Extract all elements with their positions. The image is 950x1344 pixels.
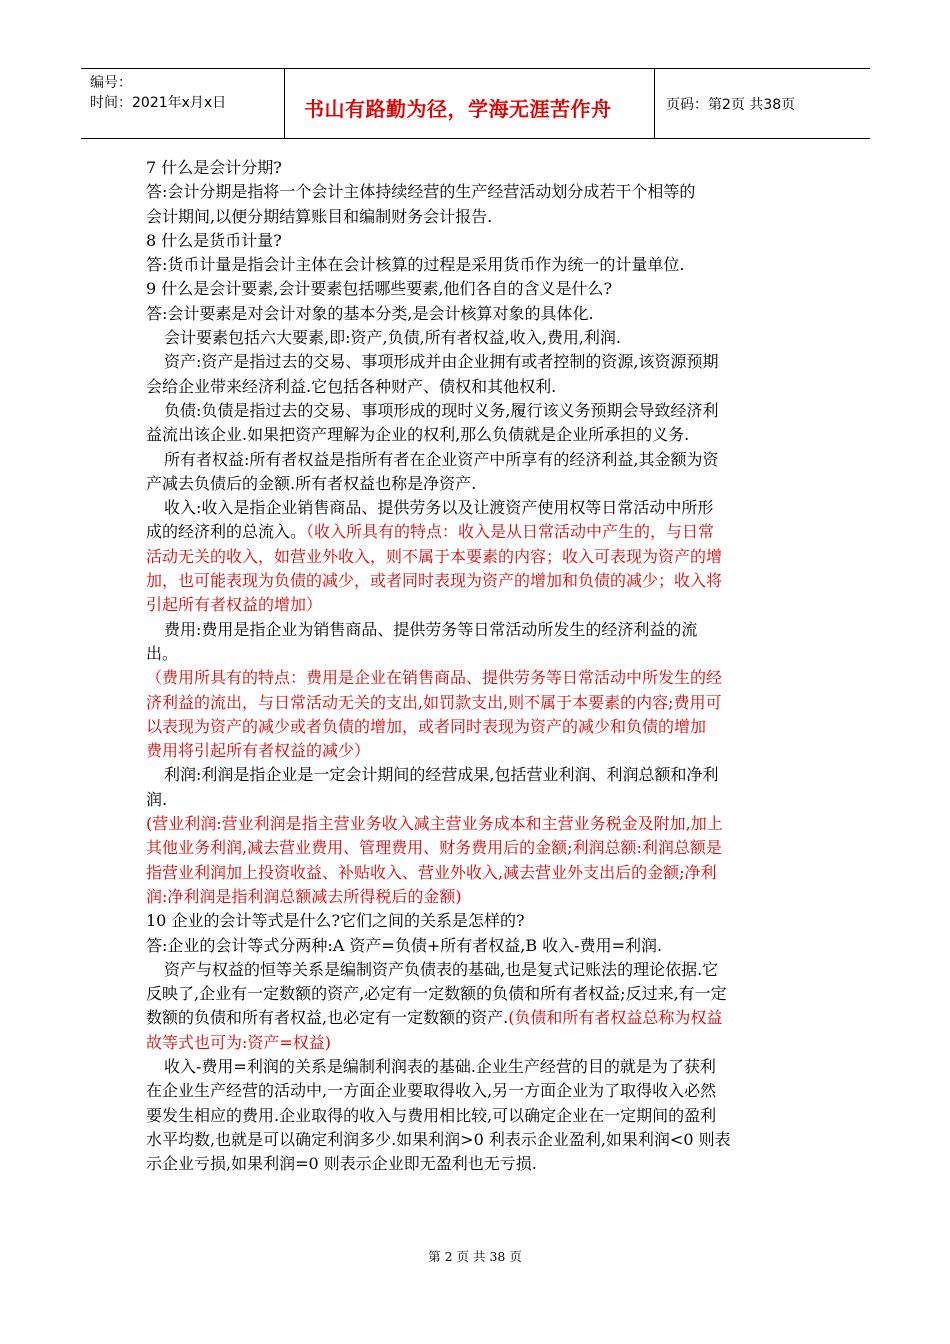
- text-line: [146, 1006, 846, 1030]
- text-line: [146, 763, 846, 787]
- text-line: [146, 205, 846, 229]
- line-text: 益流出该企业.如果把资产理解为企业的权利,那么负债就是企业所承担的义务.: [146, 425, 690, 445]
- text-line: [146, 1128, 846, 1152]
- text-line: [146, 399, 846, 423]
- text-line: [146, 472, 846, 496]
- text-line: [146, 448, 846, 472]
- header-motto-cell: [284, 69, 655, 138]
- highlight-note: 加，也可能表现为负债的减少，或者同时表现为资产的增加和负债的减少；收入将: [146, 571, 723, 591]
- highlight-note: （费用所具有的特点：费用是企业在销售商品、提供劳务等日常活动中所发生的经: [146, 668, 723, 688]
- line-text: 答:企业的会计等式分两种:A 资产=负债+所有者权益,B 收入-费用=利润.: [146, 935, 663, 955]
- text-line: [146, 1031, 846, 1055]
- highlight-note: 润:净利润是指利润总额减去所得税后的金额): [146, 886, 462, 906]
- text-line: [146, 326, 846, 350]
- line-text: 答:会计分期是指将一个会计主体持续经营的生产经营活动划分成若干个相等的: [146, 182, 696, 202]
- line-text: 负债:负债是指过去的交易、事项形成的现时义务,履行该义务预期会导致经济利: [164, 400, 719, 420]
- text-line: [146, 302, 846, 326]
- text-line: [146, 1104, 846, 1128]
- line-text: 收入:收入是指企业销售商品、提供劳务以及让渡资产使用权等日常活动中所形: [164, 498, 714, 518]
- line-text: 润.: [146, 789, 168, 809]
- line-text: 成的经济利的总流入。: [146, 522, 307, 542]
- text-line: [146, 691, 846, 715]
- highlight-note: 以表现为资产的减少或者负债的增加，或者同时表现为资产的减少和负债的增加: [146, 716, 707, 736]
- line-text: 10 企业的会计等式是什么?它们之间的关系是怎样的?: [146, 911, 525, 931]
- text-line: [146, 885, 846, 909]
- text-line: [146, 982, 846, 1006]
- time-label: 时间：2021年x月x日: [90, 95, 227, 111]
- text-line: [146, 1055, 846, 1079]
- motto: 书山有路勤为径，学海无涯苦作舟: [304, 97, 612, 121]
- number-label: 编号：: [90, 75, 132, 91]
- text-line: [146, 812, 846, 836]
- line-text: 所有者权益:所有者权益是指所有者在企业资产中所享有的经济利益,其金额为资: [164, 449, 719, 469]
- text-line: [146, 666, 846, 690]
- text-line: [146, 180, 846, 204]
- page-header: [81, 68, 870, 139]
- text-line: [146, 569, 846, 593]
- line-text: 水平均数,也就是可以确定利润多少.如果利润>0 利表示企业盈利,如果利润<0 则表: [146, 1129, 731, 1149]
- highlight-note: 济利益的流出，与日常活动无关的支出,如罚款支出,则不属于本要素的内容;费用可: [146, 692, 722, 712]
- header-page-cell: [654, 69, 870, 138]
- text-line: [146, 618, 846, 642]
- text-line: [146, 520, 846, 544]
- text-line: [146, 739, 846, 763]
- line-text: 要发生相应的费用.企业取得的收入与费用相比较,可以确定企业在一定期间的盈利: [146, 1105, 717, 1125]
- text-line: [146, 545, 846, 569]
- text-line: [146, 593, 846, 617]
- line-text: 费用:费用是指企业为销售商品、提供劳务等日常活动所发生的经济利益的流: [164, 619, 698, 639]
- highlight-note: 其他业务利润,减去营业费用、管理费用、财务费用后的金额;利润总额:利润总额是: [146, 838, 722, 858]
- document-body: [146, 156, 846, 1176]
- line-text: 会给企业带来经济利益.它包括各种财产、债权和其他权利.: [146, 376, 557, 396]
- line-text: 收入-费用=利润的关系是编制利润表的基础.企业生产经营的目的就是为了获利: [164, 1056, 716, 1076]
- text-line: [146, 934, 846, 958]
- text-line: [146, 375, 846, 399]
- line-text: 8 什么是货币计量?: [146, 230, 282, 250]
- highlight-note: 故等式也可为:资产=权益): [146, 1032, 332, 1052]
- line-text: 出。: [146, 643, 179, 663]
- text-line: [146, 642, 846, 666]
- line-text: 数额的负债和所有者权益,也必定有一定数额的资产.: [146, 1008, 509, 1028]
- text-line: [146, 1079, 846, 1103]
- text-line: [146, 861, 846, 885]
- text-line: [146, 958, 846, 982]
- header-meta-cell: [81, 69, 285, 138]
- text-line: [146, 836, 846, 860]
- line-text: 示企业亏损,如果利润=0 则表示企业即无盈利也无亏损.: [146, 1154, 537, 1174]
- highlight-note: 引起所有者权益的增加）: [146, 595, 323, 615]
- text-line: [146, 156, 846, 180]
- line-text: 答:会计要素是对会计对象的基本分类,是会计核算对象的具体化.: [146, 303, 594, 323]
- text-line: [146, 788, 846, 812]
- text-line: [146, 496, 846, 520]
- line-text: 会计期间,以便分期结算账目和编制财务会计报告.: [146, 206, 493, 226]
- line-text: 反映了,企业有一定数额的资产,必定有一定数额的负债和所有者权益;反过来,有一定: [146, 984, 727, 1004]
- highlight-note: 指营业利润加上投资收益、补贴收入、营业外收入,减去营业外支出后的金额;净利: [146, 862, 717, 882]
- line-text: 在企业生产经营的活动中,一方面企业要取得收入,另一方面企业为了取得收入必然: [146, 1081, 717, 1101]
- line-text: 产减去负债后的金额.所有者权益也称是净资产.: [146, 473, 477, 493]
- page-info: 页码：第2页 共38页: [666, 97, 796, 113]
- text-line: [146, 350, 846, 374]
- text-line: [146, 423, 846, 447]
- line-text: 会计要素包括六大要素,即:资产,负债,所有者权益,收入,费用,利润.: [164, 328, 621, 348]
- text-line: [146, 229, 846, 253]
- highlight-note: (负债和所有者权益总称为权益: [508, 1008, 723, 1028]
- text-line: [146, 253, 846, 277]
- highlight-note: 费用将引起所有者权益的减少）: [146, 741, 371, 761]
- highlight-note: (营业利润:营业利润是指主营业务收入减主营业务成本和主营业务税金及附加,加上: [146, 814, 723, 834]
- line-text: 利润:利润是指企业是一定会计期间的经营成果,包括营业利润、利润总额和净利: [164, 765, 719, 785]
- line-text: 7 什么是会计分期?: [146, 158, 282, 177]
- text-line: [146, 909, 846, 933]
- line-text: 9 什么是会计要素,会计要素包括哪些要素,他们各自的含义是什么?: [146, 279, 613, 299]
- line-text: 资产:资产是指过去的交易、事项形成并由企业拥有或者控制的资源,该资源预期: [164, 352, 719, 372]
- highlight-note: （收入所具有的特点：收入是从日常活动中产生的，与日常: [306, 522, 715, 542]
- line-text: 资产与权益的恒等关系是编制资产负债表的基础,也是复式记账法的理论依据.它: [164, 959, 719, 979]
- line-text: 答:货币计量是指会计主体在会计核算的过程是采用货币作为统一的计量单位.: [146, 255, 685, 275]
- text-line: [146, 1152, 846, 1176]
- highlight-note: 活动无关的收入，如营业外收入，则不属于本要素的内容；收入可表现为资产的增: [146, 546, 723, 566]
- text-line: [146, 277, 846, 301]
- text-line: [146, 715, 846, 739]
- page-footer: 第 2 页 共 38 页: [428, 1249, 522, 1264]
